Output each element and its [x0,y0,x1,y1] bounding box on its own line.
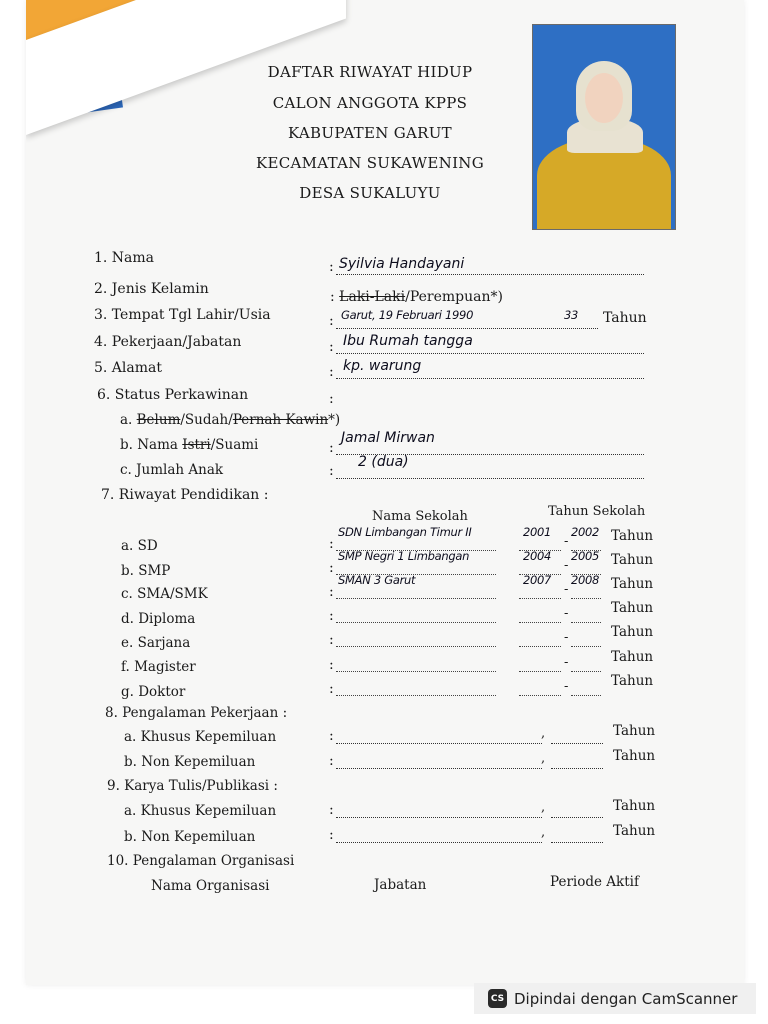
edu-year-to-line [571,612,601,623]
label-ttl: 3. Tempat Tgl Lahir/Usia [94,307,271,323]
label-pendidikan: 7. Riwayat Pendidikan : [101,487,269,503]
edu-school-value: SMAN 3 Garut [338,573,416,587]
edu-year-from-line [519,588,561,599]
edu-unit: Tahun [611,528,654,544]
value-jumlah-anak: 2 (dua) [358,454,409,470]
camscanner-text: Dipindai dengan CamScanner [514,989,738,1008]
title-line-1: DAFTAR RIWAYAT HIDUP [267,63,473,81]
edu-school-line [336,685,496,696]
label-status: 6. Status Perkawinan [97,387,249,403]
edu-year-from: 2007 [523,573,552,587]
col-nama-organisasi: Nama Organisasi [151,878,270,894]
edu-dash: - [564,534,569,549]
edu-year-to-line [571,685,601,696]
edu-dash: - [564,606,569,621]
title-line-3: KABUPATEN GARUT [288,124,452,142]
title-line-4: KECAMATAN SUKAWENING [255,154,484,172]
label-karya-tulis: 9. Karya Tulis/Publikasi : [107,778,278,794]
edu-label: e. Sarjana [121,635,191,651]
edu-dash: - [564,679,569,694]
value-nama: Syilvia Handayani [339,256,465,272]
edu-unit: Tahun [611,600,654,616]
status-a: a. Belum/Sudah/Pernah Kawin*) [120,412,341,428]
edu-year-from: 2004 [523,549,552,563]
edu-school-line [336,588,496,599]
label-nama: 1. Nama [94,250,155,266]
title-line-5: DESA SUKALUYU [299,184,441,202]
label-jumlah-anak: c. Jumlah Anak [120,462,224,478]
edu-colon: : [329,560,334,576]
edu-year-from: 2001 [523,525,552,539]
edu-label: a. SD [121,538,158,554]
edu-dash: - [564,558,569,573]
edu-year-to-line [571,661,601,672]
edu-label: d. Diploma [121,611,196,627]
edu-label: c. SMA/SMK [121,586,208,602]
label-alamat: 5. Alamat [94,360,162,376]
unit-usia: Tahun [603,310,647,326]
col-jabatan: Jabatan [374,877,427,893]
karya-a: a. Khusus Kepemiluan [124,803,277,819]
edu-school-line [336,636,496,647]
col-nama-sekolah: Nama Sekolah [372,509,468,524]
edu-unit: Tahun [611,649,654,665]
pekerjaan-b-unit: Tahun [613,748,656,764]
edu-school-line [336,612,496,623]
edu-colon: : [329,608,334,624]
value-usia: 33 [564,308,579,322]
karya-b: b. Non Kepemiluan [124,829,256,845]
edu-label: f. Magister [121,659,196,675]
applicant-photo [532,24,676,230]
col-tahun-sekolah: Tahun Sekolah [548,504,646,519]
edu-year-from-line [519,661,561,672]
camscanner-icon: CS [488,989,507,1008]
edu-year-from-line [519,612,561,623]
edu-year-to: 2002 [571,525,600,539]
edu-year-to: 2008 [571,573,600,587]
value-pekerjaan: Ibu Rumah tangga [343,333,473,349]
value-ttl: Garut, 19 Februari 1990 [341,308,474,322]
edu-year-to-line [571,588,601,599]
edu-colon: : [329,657,334,673]
value-jenis-kelamin: : Laki-Laki/Perempuan*) [330,289,503,305]
edu-year-from-line [519,685,561,696]
edu-unit: Tahun [611,552,654,568]
edu-school-line [336,661,496,672]
edu-colon: : [329,584,334,600]
photo-face [585,73,623,123]
edu-unit: Tahun [611,673,654,689]
label-pengalaman-pekerjaan: 8. Pengalaman Pekerjaan : [105,705,288,721]
label-pekerjaan: 4. Pekerjaan/Jabatan [94,334,242,350]
edu-year-to-line [571,636,601,647]
edu-school-value: SMP Negri 1 Limbangan [338,549,470,563]
karya-a-unit: Tahun [613,798,656,814]
edu-colon: : [329,632,334,648]
edu-label: g. Doktor [121,684,186,700]
edu-dash: - [564,655,569,670]
label-organisasi: 10. Pengalaman Organisasi [107,853,295,869]
title-line-2: CALON ANGGOTA KPPS [272,94,468,112]
value-alamat: kp. warung [343,358,422,374]
karya-b-unit: Tahun [613,823,656,839]
edu-year-to: 2005 [571,549,600,563]
label-jenis-kelamin: 2. Jenis Kelamin [94,281,209,297]
edu-school-value: SDN Limbangan Timur II [338,525,472,539]
pekerjaan-a: a. Khusus Kepemiluan [124,729,277,745]
edu-unit: Tahun [611,624,654,640]
camscanner-watermark [474,983,756,1014]
edu-label: b. SMP [121,563,171,579]
value-nama-suami: Jamal Mirwan [341,430,435,446]
edu-unit: Tahun [611,576,654,592]
edu-year-from-line [519,636,561,647]
col-periode-aktif: Periode Aktif [550,874,639,890]
pekerjaan-a-unit: Tahun [613,723,656,739]
edu-colon: : [329,536,334,552]
status-b-label: b. Nama Istri/Suami [120,437,259,453]
edu-dash: - [564,630,569,645]
edu-dash: - [564,582,569,597]
edu-colon: : [329,681,334,697]
pekerjaan-b: b. Non Kepemiluan [124,754,256,770]
